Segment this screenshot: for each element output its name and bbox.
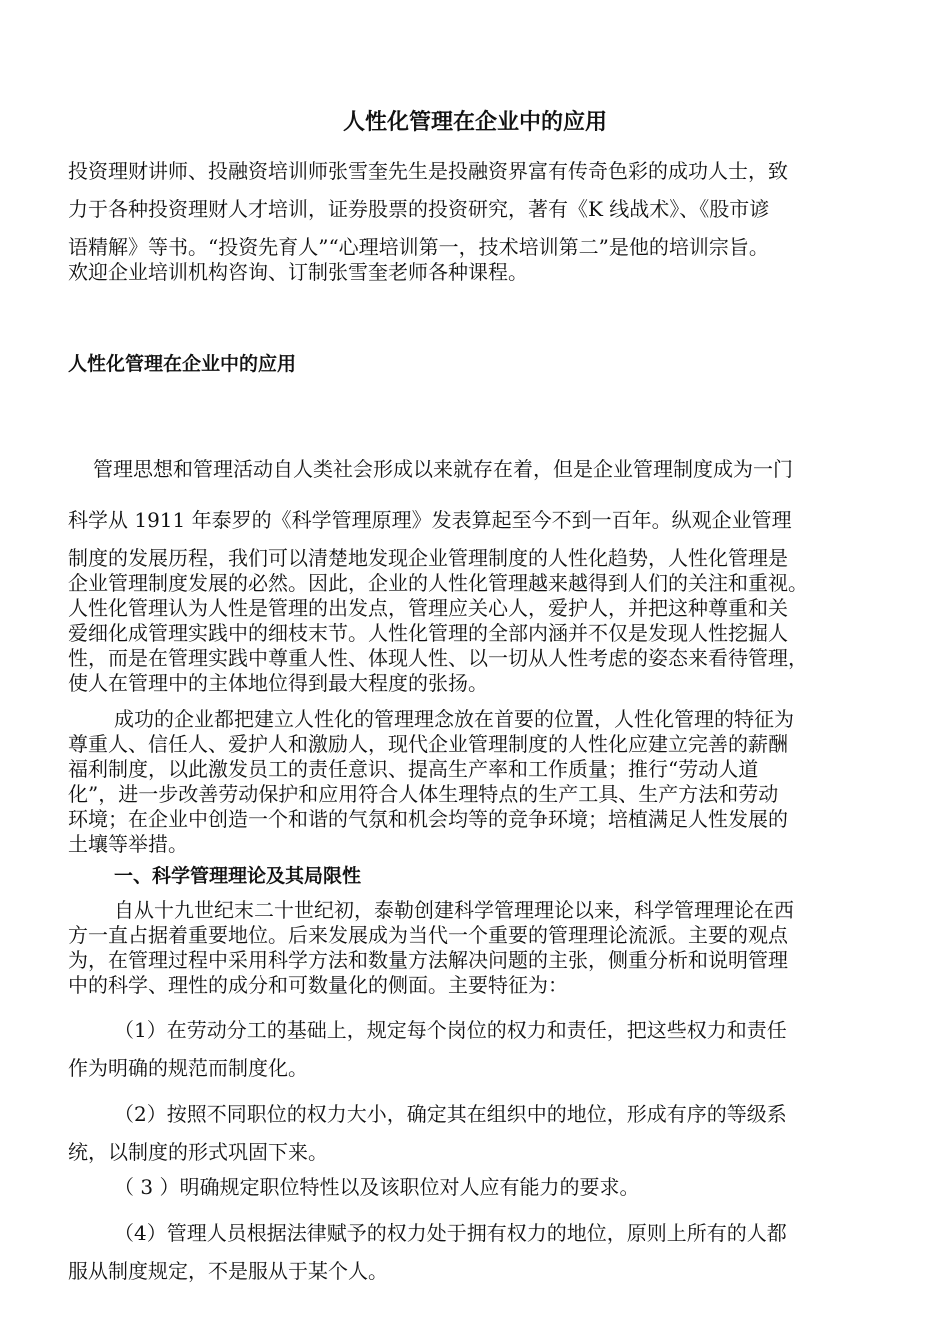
intro-line: 投资理财讲师、投融资培训师张雪奎先生是投融资界富有传奇色彩的成功人士，致 bbox=[68, 159, 788, 183]
paragraph-line: 管理思想和管理活动自人类社会形成以来就存在着，但是企业管理制度成为一门 bbox=[93, 457, 793, 481]
section-heading: 一、科学管理理论及其局限性 bbox=[114, 865, 362, 887]
list-item-line: （4）管理人员根据法律赋予的权力处于拥有权力的地位，原则上所有的人都 bbox=[114, 1221, 787, 1245]
paragraph-line: 中的科学、理性的成分和可数量化的侧面。主要特征为： bbox=[68, 973, 568, 997]
document-title: 人性化管理在企业中的应用 bbox=[342, 109, 607, 135]
intro-line: 力于各种投资理财人才培训，证券股票的投资研究，著有《K 线战术》、《股市谚 bbox=[68, 197, 770, 221]
list-item-line: （1）在劳动分工的基础上，规定每个岗位的权力和责任，把这些权力和责任 bbox=[114, 1018, 787, 1042]
paragraph-line: 使人在管理中的主体地位得到最大程度的张扬。 bbox=[68, 671, 488, 695]
list-item-line: （ 3 ）明确规定职位特性以及该职位对人应有能力的要求。 bbox=[114, 1175, 640, 1199]
paragraph-line: 人性化管理认为人性是管理的出发点，管理应关心人，爱护人，并把这种尊重和关 bbox=[68, 596, 788, 620]
paragraph-line: 福利制度，以此激发员工的责任意识、提高生产率和工作质量；推行“劳动人道 bbox=[68, 757, 759, 781]
paragraph-line: 为，在管理过程中采用科学方法和数量方法解决问题的主张，侧重分析和说明管理 bbox=[68, 948, 788, 972]
paragraph-line: 化”，进一步改善劳动保护和应用符合人体生理特点的生产工具、生产方法和劳动 bbox=[68, 782, 779, 806]
intro-line: 语精解》等书。“投资先育人”“心理培训第一，技术培训第二”是他的培训宗旨。 bbox=[68, 235, 769, 259]
paragraph-line: 方一直占据着重要地位。后来发展成为当代一个重要的管理理论流派。主要的观点 bbox=[68, 923, 788, 947]
list-item-line: （2）按照不同职位的权力大小，确定其在组织中的地位，形成有序的等级系 bbox=[114, 1102, 787, 1126]
list-item-line: 统，以制度的形式巩固下来。 bbox=[68, 1140, 328, 1164]
paragraph-line: 企业管理制度发展的必然。因此，企业的人性化管理越来越得到人们的关注和重视。 bbox=[68, 571, 808, 595]
paragraph-line: 自从十九世纪末二十世纪初，泰勒创建科学管理理论以来，科学管理理论在西 bbox=[114, 898, 794, 922]
paragraph-line: 土壤等举措。 bbox=[68, 832, 188, 856]
paragraph-line: 性，而是在管理实践中尊重人性、体现人性、以一切从人性考虑的姿态来看待管理， bbox=[68, 646, 808, 670]
list-item-line: 作为明确的规范而制度化。 bbox=[68, 1056, 308, 1080]
paragraph-line: 科学从 1911 年泰罗的《科学管理原理》发表算起至今不到一百年。纵观企业管理 bbox=[68, 508, 792, 532]
article-subtitle: 人性化管理在企业中的应用 bbox=[68, 353, 297, 375]
paragraph-line: 爱细化成管理实践中的细枝末节。人性化管理的全部内涵并不仅是发现人性挖掘人 bbox=[68, 621, 788, 645]
paragraph-line: 环境；在企业中创造一个和谐的气氛和机会均等的竞争环境；培植满足人性发展的 bbox=[68, 807, 788, 831]
paragraph-line: 成功的企业都把建立人性化的管理理念放在首要的位置，人性化管理的特征为 bbox=[114, 707, 794, 731]
intro-line: 欢迎企业培训机构咨询、订制张雪奎老师各种课程。 bbox=[68, 260, 528, 284]
list-item-line: 服从制度规定，不是服从于某个人。 bbox=[68, 1259, 388, 1283]
paragraph-line: 制度的发展历程，我们可以清楚地发现企业管理制度的人性化趋势，人性化管理是 bbox=[68, 546, 788, 570]
paragraph-line: 尊重人、信任人、爱护人和激励人，现代企业管理制度的人性化应建立完善的薪酬 bbox=[68, 732, 788, 756]
